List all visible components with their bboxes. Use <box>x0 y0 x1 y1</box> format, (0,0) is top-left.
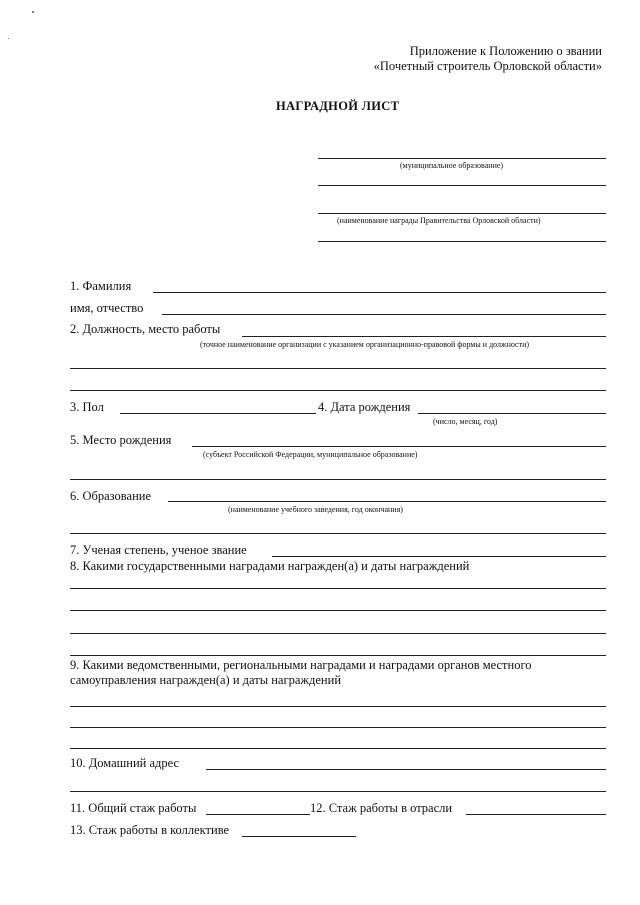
departmental-awards-label <box>70 658 532 688</box>
award-input-line-2[interactable] <box>318 241 606 242</box>
home-address-label: 10. Домашний адрес <box>70 756 180 770</box>
departmental-awards-label-line-1: 9. Какими ведомственными, региональными наградами и наградами органов местного <box>70 658 532 672</box>
departmental-awards-input-line[interactable] <box>70 706 606 707</box>
birth-place-caption: (субъект Российской Федерации, муниципальное образование) <box>203 450 418 459</box>
total-experience-label: 11. Общий стаж работы <box>70 801 197 815</box>
position-input-line[interactable] <box>242 336 606 337</box>
page-title: НАГРАДНОЙ ЛИСТ <box>276 99 400 113</box>
scan-speck <box>8 38 9 39</box>
org-name-caption: (точное наименование организации с указанием организационно-правовой формы и должности) <box>200 340 530 349</box>
position-input-line-2[interactable] <box>70 368 606 369</box>
team-experience-input-line[interactable] <box>242 836 356 837</box>
team-experience-label: 13. Стаж работы в коллективе <box>70 823 230 837</box>
state-awards-input-line-3[interactable] <box>70 633 606 634</box>
home-address-input-line-2[interactable] <box>70 791 606 792</box>
award-input-line[interactable] <box>318 213 606 214</box>
surname-label: 1. Фамилия <box>70 279 132 293</box>
degree-input-line[interactable] <box>272 556 606 557</box>
state-awards-input-line-2[interactable] <box>70 610 606 611</box>
education-caption: (наименование учебного заведения, год окончания) <box>228 505 403 514</box>
sex-input-line[interactable] <box>120 413 316 414</box>
state-awards-input-line[interactable] <box>70 588 606 589</box>
surname-input-line[interactable] <box>153 292 606 293</box>
scan-speck <box>32 11 34 13</box>
position-label: 2. Должность, место работы <box>70 322 221 336</box>
education-input-line[interactable] <box>168 501 606 502</box>
departmental-awards-input-line-3[interactable] <box>70 748 606 749</box>
award-caption: (наименование награды Правительства Орловской области) <box>337 216 541 225</box>
header-line-1: Приложение к Положению о звании <box>409 44 602 58</box>
name-label: имя, отчество <box>70 301 144 315</box>
industry-experience-input-line[interactable] <box>466 814 606 815</box>
name-input-line[interactable] <box>162 314 606 315</box>
departmental-awards-label-line-2: самоуправления награжден(а) и даты награждений <box>70 673 342 687</box>
birth-date-label: 4. Дата рождения <box>318 400 411 414</box>
degree-label: 7. Ученая степень, ученое звание <box>70 543 247 557</box>
document-header <box>374 44 602 74</box>
municipality-input-line-2[interactable] <box>318 185 606 186</box>
industry-experience-label: 12. Стаж работы в отрасли <box>310 801 453 815</box>
state-awards-input-line-4[interactable] <box>70 655 606 656</box>
sex-label: 3. Пол <box>70 400 104 414</box>
municipality-input-line[interactable] <box>318 158 606 159</box>
position-input-line-3[interactable] <box>70 390 606 391</box>
birth-place-input-line[interactable] <box>192 446 606 447</box>
birth-place-label: 5. Место рождения <box>70 433 172 447</box>
header-line-2: «Почетный строитель Орловской области» <box>373 59 602 73</box>
birth-date-caption: (число, месяц, год) <box>433 417 498 426</box>
education-label: 6. Образование <box>70 489 152 503</box>
birth-date-input-line[interactable] <box>418 413 606 414</box>
education-input-line-2[interactable] <box>70 533 606 534</box>
departmental-awards-input-line-2[interactable] <box>70 727 606 728</box>
birth-place-input-line-2[interactable] <box>70 479 606 480</box>
total-experience-input-line[interactable] <box>206 814 310 815</box>
state-awards-label: 8. Какими государственными наградами награжден(а) и даты награждений <box>70 559 470 573</box>
municipality-caption: (муниципальное образование) <box>400 161 504 170</box>
home-address-input-line[interactable] <box>206 769 606 770</box>
